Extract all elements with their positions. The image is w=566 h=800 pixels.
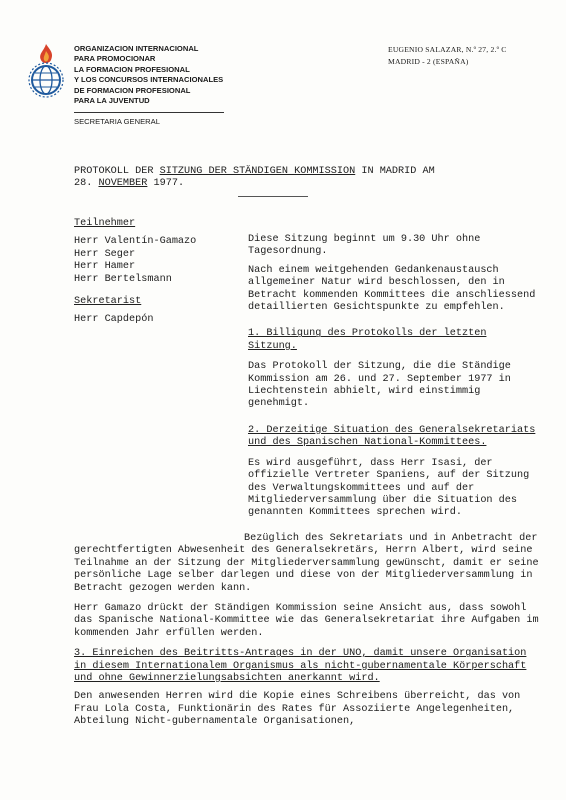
section-1-heading: 1. Billigung des Protokolls der letzten Sitzung. xyxy=(248,328,487,352)
section-2-text-2: Bezüglich des Sekretariats und in Anbetracht der gerechtfertigten Abwesenheit des Generalsekretärs, Herrn Albert, wird seine Teilnahme an der Sitzung der Mitgliederversammlung gewünscht, damit er seine persönliche Lage selber darlegen und diese von der Mitgliederversammlung in Betracht gezogen werden kann. xyxy=(74,533,539,594)
org-line: PARA LA JUVENTUD xyxy=(74,96,150,106)
title-text-underlined: SITZUNG DER STÄNDIGEN KOMMISSION xyxy=(159,166,356,177)
document-title xyxy=(74,166,534,191)
participant-name: Herr Seger xyxy=(74,248,136,260)
department-name: SECRETARIA GENERAL xyxy=(74,117,160,127)
organization-logo-icon xyxy=(26,42,66,102)
organization-name-block xyxy=(74,44,224,128)
section-3-heading: 3. Einreichen des Beitritts-Antrages in der UNO, damit unsere Organisation in diesem Internationalem Organismus als nicht-gubernamentale Körperschaft und ohne Gewinnerzielungsabsichten anerkannt wird. xyxy=(74,648,527,685)
title-text: PROTOKOLL DER xyxy=(74,166,160,177)
secretary-heading: Sekretarist xyxy=(74,296,142,308)
intro-paragraph: Nach einem weitgehenden Gedankenaustausch allgemeiner Natur wird beschlossen, den in Betracht kommenden Kommittees die anschliessend detaillierten Gesichtspunkte zu empfehlen. xyxy=(248,264,536,314)
org-line: LA FORMACION PROFESIONAL xyxy=(74,64,190,74)
secretary-name: Herr Capdepón xyxy=(74,314,154,326)
org-line: PARA PROMOCIONAR xyxy=(74,54,156,64)
title-text: 1977. xyxy=(147,178,185,190)
title-text-underlined: NOVEMBER xyxy=(98,178,148,190)
title-text: 28. xyxy=(74,178,99,190)
participant-name: Herr Hamer xyxy=(74,261,136,273)
participant-name: Herr Valentín-Gamazo xyxy=(74,236,197,248)
section-3-text: Den anwesenden Herren wird die Kopie eines Schreibens überreicht, das von Frau Lola Costa, Funktionärin des Rates für Assoziierte Angelegenheiten, Abteilung Nicht-gubernamentale Organisationen, xyxy=(74,691,521,728)
title-text: IN MADRID AM xyxy=(355,166,435,177)
org-line: Y LOS CONCURSOS INTERNACIONALES xyxy=(74,75,224,85)
section-2-text-3: Herr Gamazo drückt der Ständigen Kommission seine Ansicht aus, dass sowohl das Spanische National-Kommittee wie das Generalsekretariat ihre Aufgaben im kommenden Jahr erfüllen werden. xyxy=(74,603,539,639)
address-block xyxy=(388,44,507,68)
title-divider xyxy=(238,196,308,197)
participants-column xyxy=(74,218,234,327)
header-divider xyxy=(74,112,224,113)
org-line: DE FORMACION PROFESIONAL xyxy=(74,85,191,95)
section-2-heading: 2. Derzeitige Situation des Generalsekretariats und des Spanischen National-Kommittees. xyxy=(248,424,536,449)
minutes-column xyxy=(248,234,538,526)
participants-heading: Teilnehmer xyxy=(74,218,136,229)
participant-name: Herr Bertelsmann xyxy=(74,273,172,285)
address-line: MADRID - 2 (ESPAÑA) xyxy=(388,57,469,66)
address-line: EUGENIO SALAZAR, N.º 27, 2.º C xyxy=(388,45,507,54)
full-width-text xyxy=(74,533,544,728)
section-1-text: Das Protokoll der Sitzung, die die Ständige Kommission am 26. und 27. September 1977 in Liechtenstein abhielt, wird einstimmig genehmigt. xyxy=(248,361,511,410)
org-line: ORGANIZACION INTERNACIONAL xyxy=(74,44,199,53)
intro-paragraph: Diese Sitzung beginnt um 9.30 Uhr ohne Tagesordnung. xyxy=(248,234,481,258)
section-2-text: Es wird ausgeführt, dass Herr Isasi, der offizielle Vertreter Spaniens, auf der Sitzung des Verwaltungskommittees und auf der Mitgliederversammlung über die Situation des genannten Kommittees sprechen wird. xyxy=(248,457,530,519)
